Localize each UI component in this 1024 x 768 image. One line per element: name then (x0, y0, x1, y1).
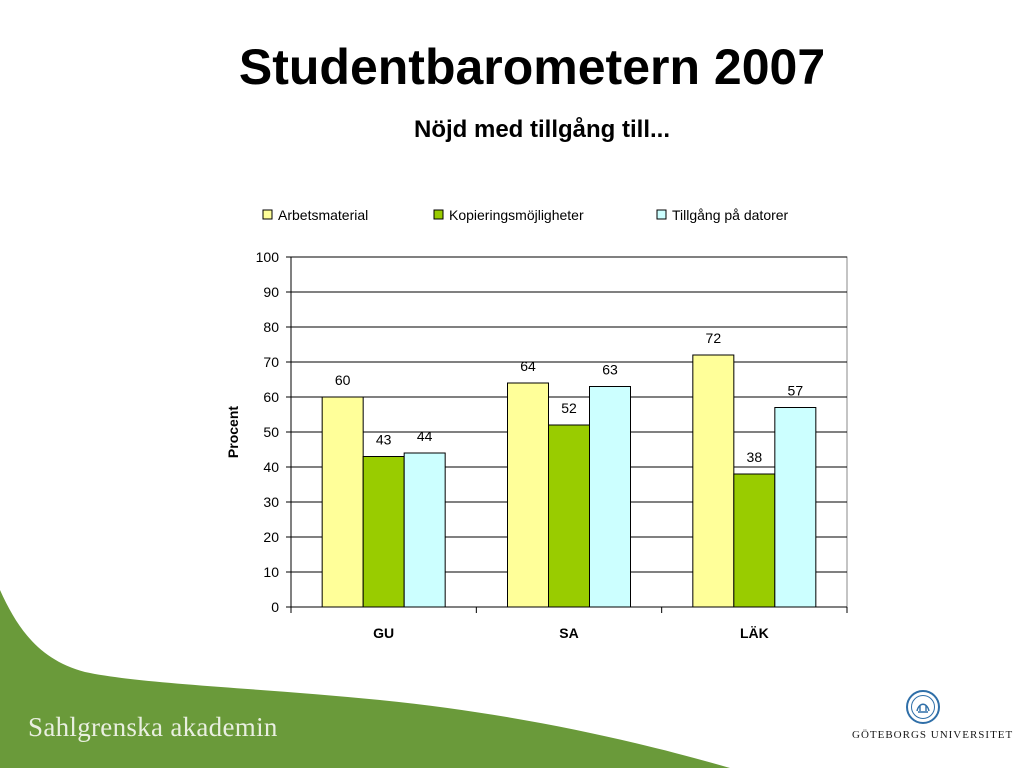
bar (404, 453, 445, 607)
y-tick-label: 80 (263, 319, 279, 335)
y-tick-label: 70 (263, 354, 279, 370)
legend-label: Arbetsmaterial (278, 207, 369, 223)
legend-label: Tillgång på datorer (672, 207, 789, 223)
data-label: 57 (787, 382, 804, 399)
slide-subtitle: Nöjd med tillgång till... (414, 116, 670, 143)
bar (363, 457, 404, 608)
y-tick-label: 100 (255, 249, 279, 265)
bar (734, 474, 775, 607)
data-label: 52 (561, 400, 577, 416)
brand-text: Sahlgrenska akademin (28, 712, 278, 742)
y-tick-label: 60 (263, 389, 279, 405)
legend-swatch (434, 210, 443, 219)
legend-swatch (657, 210, 666, 219)
legend-label: Kopieringsmöjligheter (449, 207, 584, 223)
data-label: 63 (602, 361, 618, 378)
bar (508, 383, 549, 607)
bar (775, 408, 816, 608)
y-tick-label: 50 (263, 424, 279, 440)
slide-title: Studentbarometern 2007 (238, 39, 826, 95)
legend-swatch (263, 210, 272, 219)
y-tick-label: 30 (263, 494, 279, 510)
university-name: GÖTEBORGS UNIVERSITET (852, 729, 1014, 741)
y-tick-label: 0 (271, 599, 279, 615)
y-tick-label: 10 (263, 564, 279, 580)
x-tick-label: GU (373, 625, 395, 641)
bar (322, 397, 363, 607)
bar (549, 425, 590, 607)
data-label: 60 (334, 372, 351, 388)
y-tick-label: 20 (263, 529, 279, 545)
y-tick-label: 90 (263, 284, 279, 300)
data-label: 38 (746, 449, 763, 465)
bar (590, 387, 631, 608)
data-label: 43 (375, 431, 392, 448)
data-label: 44 (416, 428, 433, 444)
x-tick-label: LÄK (739, 625, 769, 641)
bar (693, 355, 734, 607)
data-label: 64 (520, 358, 536, 374)
x-tick-label: SA (559, 625, 579, 641)
data-label: 72 (705, 330, 722, 346)
y-axis-label: Procent (225, 405, 241, 459)
y-tick-label: 40 (263, 459, 279, 475)
university-seal-icon (906, 690, 940, 724)
